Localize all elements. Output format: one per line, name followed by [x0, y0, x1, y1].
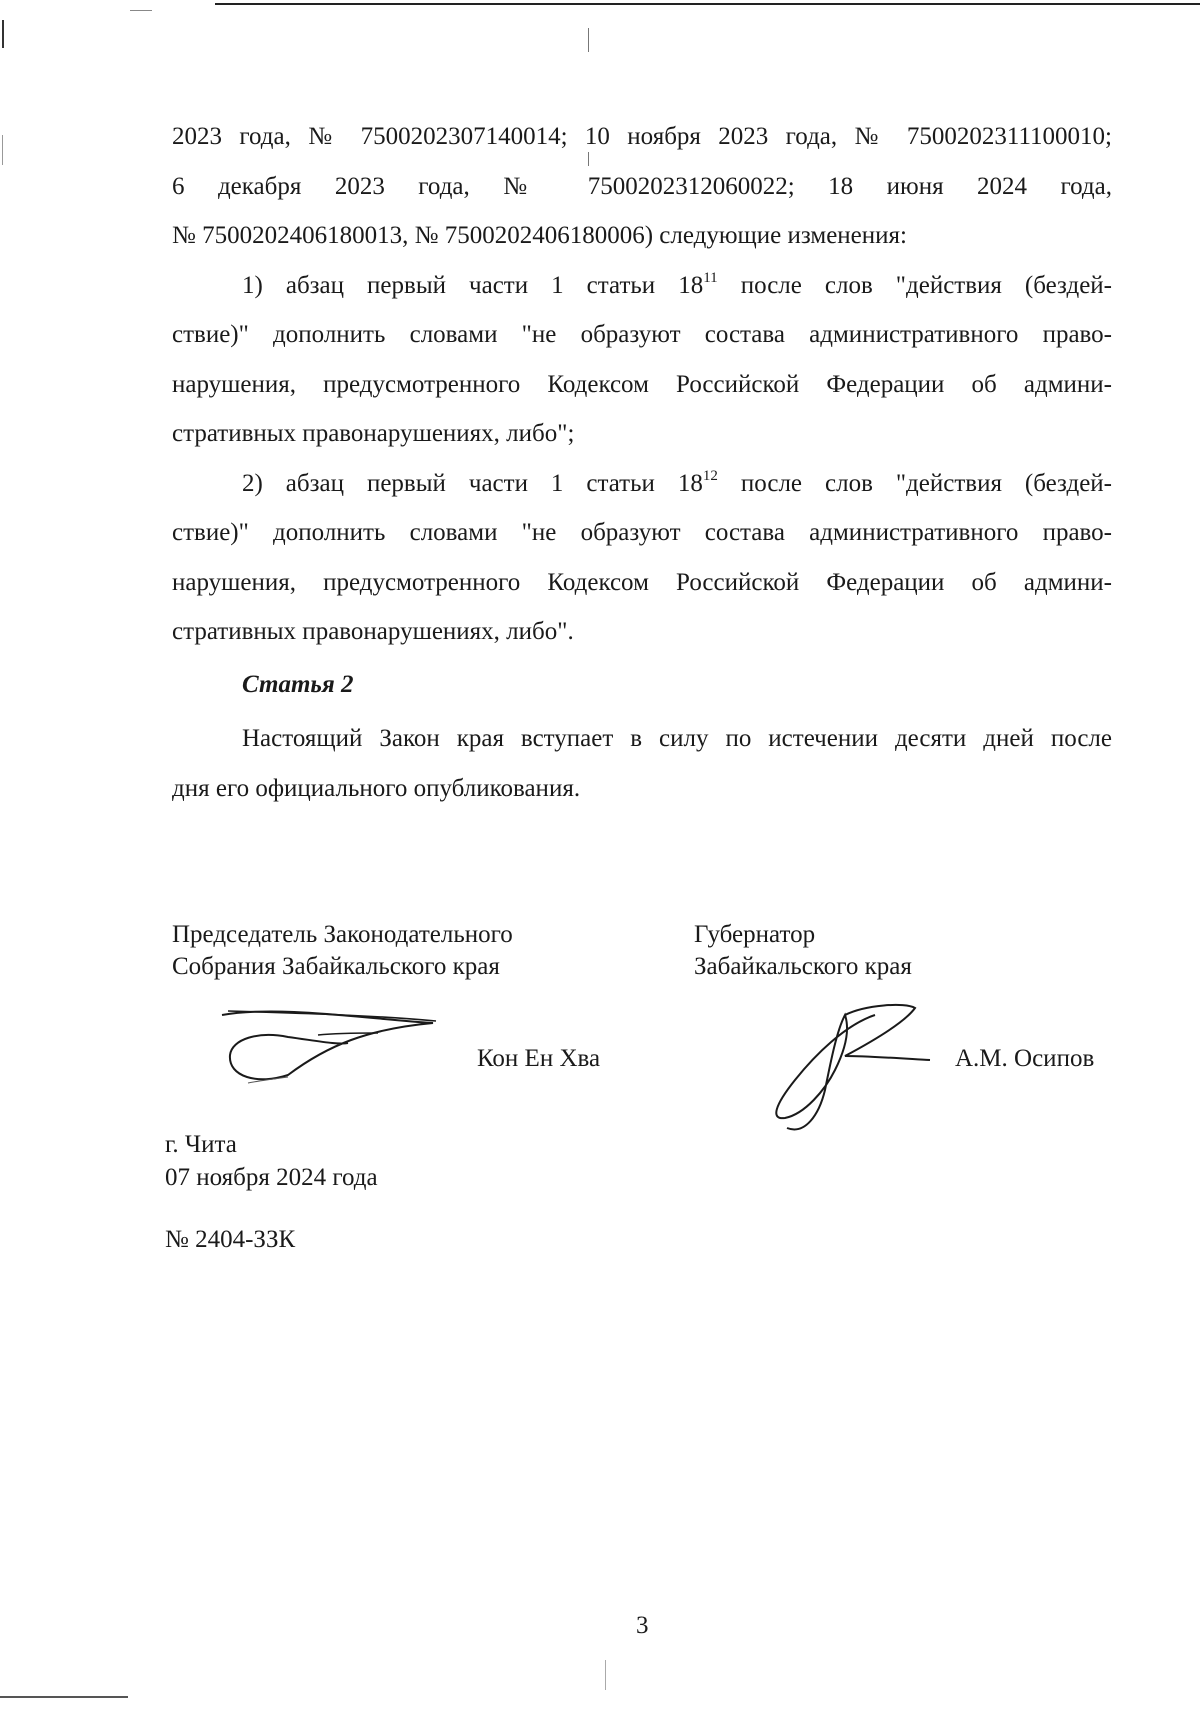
- text-line: нарушения, предусмотренного Кодексом Российской Федерации об админи-: [172, 370, 1112, 398]
- superscript: 12: [702, 467, 718, 484]
- right-signer-title: [694, 919, 912, 983]
- text-line: № 7500202406180013, № 7500202406180006) следующие изменения:: [172, 222, 907, 249]
- scan-mark: [2, 135, 3, 165]
- text-line: ствие)" дополнить словами "не образуют состава административного право-: [172, 321, 1112, 348]
- left-signature: [218, 1005, 448, 1105]
- text-line: ствие)" дополнить словами "не образуют состава административного право-: [172, 519, 1112, 546]
- amendment-2-first-line: [172, 459, 1112, 509]
- amendment-1-first-line: [172, 261, 1112, 311]
- amendments-text: [172, 112, 1112, 657]
- text-line: 6 декабря 2023 года, № 7500202312060022; 18 июня 2024 года,: [172, 172, 1112, 200]
- top-border-line: [215, 3, 1200, 5]
- date: 07 ноября 2024 года: [165, 1164, 378, 1191]
- article-2-text: [172, 714, 1112, 813]
- scan-mark: [2, 20, 4, 48]
- right-signer-name: А.М. Осипов: [955, 1045, 1095, 1072]
- scan-mark: [605, 1660, 606, 1690]
- superscript: 11: [703, 269, 718, 286]
- page-number: 3: [636, 1612, 649, 1639]
- text-fragment: после слов "действия (бездей-: [717, 271, 1112, 299]
- text-line: стративных правонарушениях, либо";: [172, 420, 575, 447]
- place: г. Чита: [165, 1131, 237, 1158]
- document-number: № 2404-ЗЗК: [165, 1226, 296, 1253]
- text-fragment: 1) абзац первый части 1 статьи 18: [242, 271, 704, 299]
- signer-title-line: Председатель Законодательного: [172, 921, 513, 948]
- signer-title-line: Забайкальского края: [694, 953, 912, 980]
- text-line: 2023 года, № 7500202307140014; 10 ноября 2023 года, № 7500202311100010;: [172, 123, 1112, 150]
- signer-title-line: Собрания Забайкальского края: [172, 953, 500, 980]
- text-line: нарушения, предусмотренного Кодексом Российской Федерации об админи-: [172, 568, 1112, 596]
- place-and-date: [165, 1128, 378, 1194]
- text-line: стративных правонарушениях, либо".: [172, 618, 574, 645]
- bottom-scan-line: [0, 1696, 128, 1698]
- article-2-heading: Статья 2: [242, 671, 354, 698]
- scan-mark: [130, 10, 152, 11]
- scan-mark: [588, 28, 589, 52]
- left-signer-title: [172, 919, 513, 983]
- left-signer-name: Кон Ен Хва: [477, 1045, 601, 1072]
- text-line: дня его официального опубликования.: [172, 774, 581, 802]
- text-fragment: после слов "действия (бездей-: [717, 469, 1112, 497]
- text-fragment: 2) абзац первый части 1 статьи 18: [242, 469, 703, 497]
- right-signature: [765, 1000, 935, 1140]
- signer-title-line: Губернатор: [694, 921, 816, 948]
- text-line: Настоящий Закон края вступает в силу по истечении десяти дней после: [242, 725, 1112, 752]
